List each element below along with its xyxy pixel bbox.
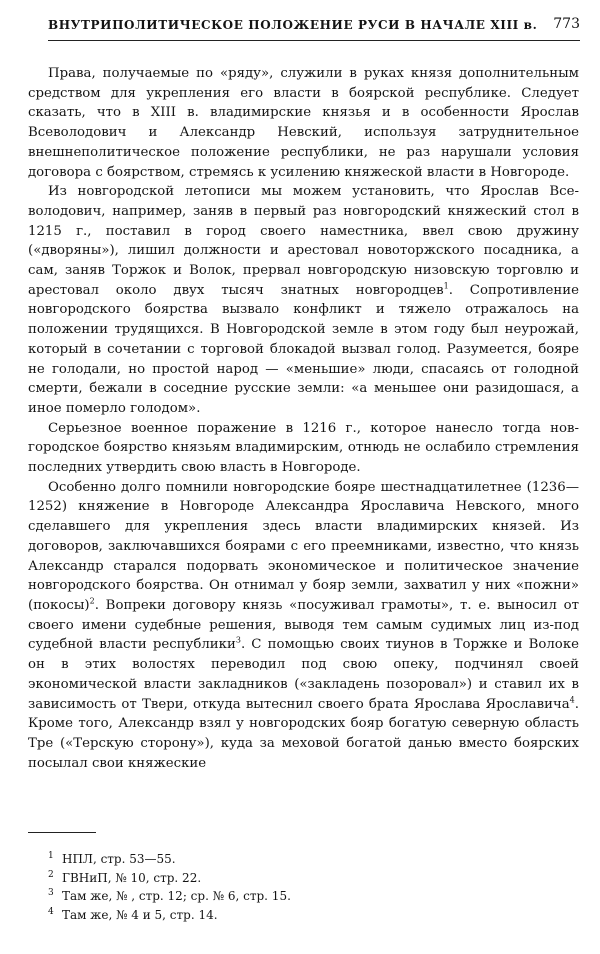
- paragraph-4-text-a: Особенно долго помнили новгородские бояре шестнадцатилетнее (1236—1252) княжение в Новгороде Александра Ярославича Невского, много сделавшего для укрепления здесь власти владимирских князей. Из договоров, заключавшихся боярами с его преемниками, известно, что князь Александр старался подорвать экономическое и политическое значение новгородского боярства. Он отнимал у бояр земли, захватил у них «пожни» (покосы): [28, 479, 579, 613]
- footnote-text: Там же, № 4 и 5, стр. 14.: [62, 908, 218, 923]
- footnote-number: 1: [48, 851, 54, 861]
- paragraph-4-text-b: . Вопреки договору князь «посуживал грамоты», т. е. выносил от своего имени судебные решения, выводя тем самым судимых лиц из-под судебной власти республики: [28, 597, 579, 653]
- paragraph-4-text-c: . С помощью своих тиунов в Торжке и Волоке он в этих волостях переводил под свою опеку, подчинял своей экономической власти закладников («закладень позоровал») и ставил их в зависимость от Твери, откуда вытеснил своего брата Ярослава Ярославича: [28, 637, 579, 712]
- page-number: 773: [553, 16, 580, 32]
- paragraph-4-text-d: . Кроме того, Александр взял у новгородских бояр богатую северную область Тре («Терскую сторону»), куда за меховой богатой данью вместо боярских посылал свои княжеские: [28, 696, 579, 771]
- footnote-number: 2: [48, 869, 54, 880]
- footnote-ref-2[interactable]: 2: [89, 596, 95, 606]
- footnote-ref-3[interactable]: 3: [235, 635, 241, 645]
- footnote-text: НПЛ, стр. 53—55.: [62, 852, 176, 866]
- footnote-ref-1[interactable]: 1: [443, 281, 449, 291]
- footnote: [48, 869, 291, 888]
- footnotes: [48, 850, 291, 925]
- header-title: ВНУТРИПОЛИТИЧЕСКОЕ ПОЛОЖЕНИЕ РУСИ В НАЧАЛЕ XIII в.: [48, 18, 538, 32]
- paragraph-2-text-a: Из новгородской летописи мы можем установить, что Ярослав Всеволодович, например, заняв в первый раз новгородский княжеский стол в 1215 г., поставил в город своего наместника, ввел свою дружину («дворяны»), лишил должности и арестовал новоторжского посадника, а сам, заняв Торжок и Волок, прервал новгородскую низовскую торговлю и арестовал около двух тысяч знатных новгородцев: [28, 184, 579, 298]
- footnote: [48, 850, 291, 869]
- footnote: [48, 887, 291, 906]
- footnote-divider: [28, 832, 96, 833]
- footnote-ref-4[interactable]: 4: [569, 695, 575, 705]
- running-header: [48, 10, 580, 41]
- paragraph-4: [28, 478, 579, 774]
- paragraph-2-text-b: . Сопротивление новгородского боярства вызвало конфликт и тяжело отражалось на положении трудящихся. В Новгородской земле в этом году был неурожай, который в сочетании с торговой блокадой вызвал голод. Разумеется, бояре не голодали, но простой народ — «меньшие» люди, спасаясь от голодной смерти, бежали в соседние русские земли: «а меньшее они разидошася, а иное померло голодом».: [28, 282, 579, 416]
- footnote-text: ГВНиП, № 10, стр. 22.: [62, 870, 202, 885]
- paragraph-3: Серьезное военное поражение в 1216 г., которое нанесло тогда новгородское боярство князьям владимирским, отнюдь не ослабило стремления последних утвердить свою власть в Новгороде.: [28, 420, 579, 476]
- footnote: [48, 906, 291, 925]
- main-text: [28, 64, 579, 773]
- footnote-number: 4: [48, 907, 54, 918]
- footnote-text: Там же, № , стр. 12; ср. № 6, стр. 15.: [62, 889, 291, 904]
- footnote-number: 3: [48, 888, 54, 899]
- paragraph-1: Права, получаемые по «ряду», служили в руках князя дополнительным средством для укрепления его власти в боярской республике. Следует сказать, что в XIII в. владимирские князья и в особенности Ярослав Всеволодович и Александр Невский, используя затруднительное внешнеполитическое положение республики, не раз нарушали условия договора с боярством, стремясь к усилению княжеской власти в Новгороде.: [28, 66, 579, 180]
- paragraph-2: [28, 182, 579, 418]
